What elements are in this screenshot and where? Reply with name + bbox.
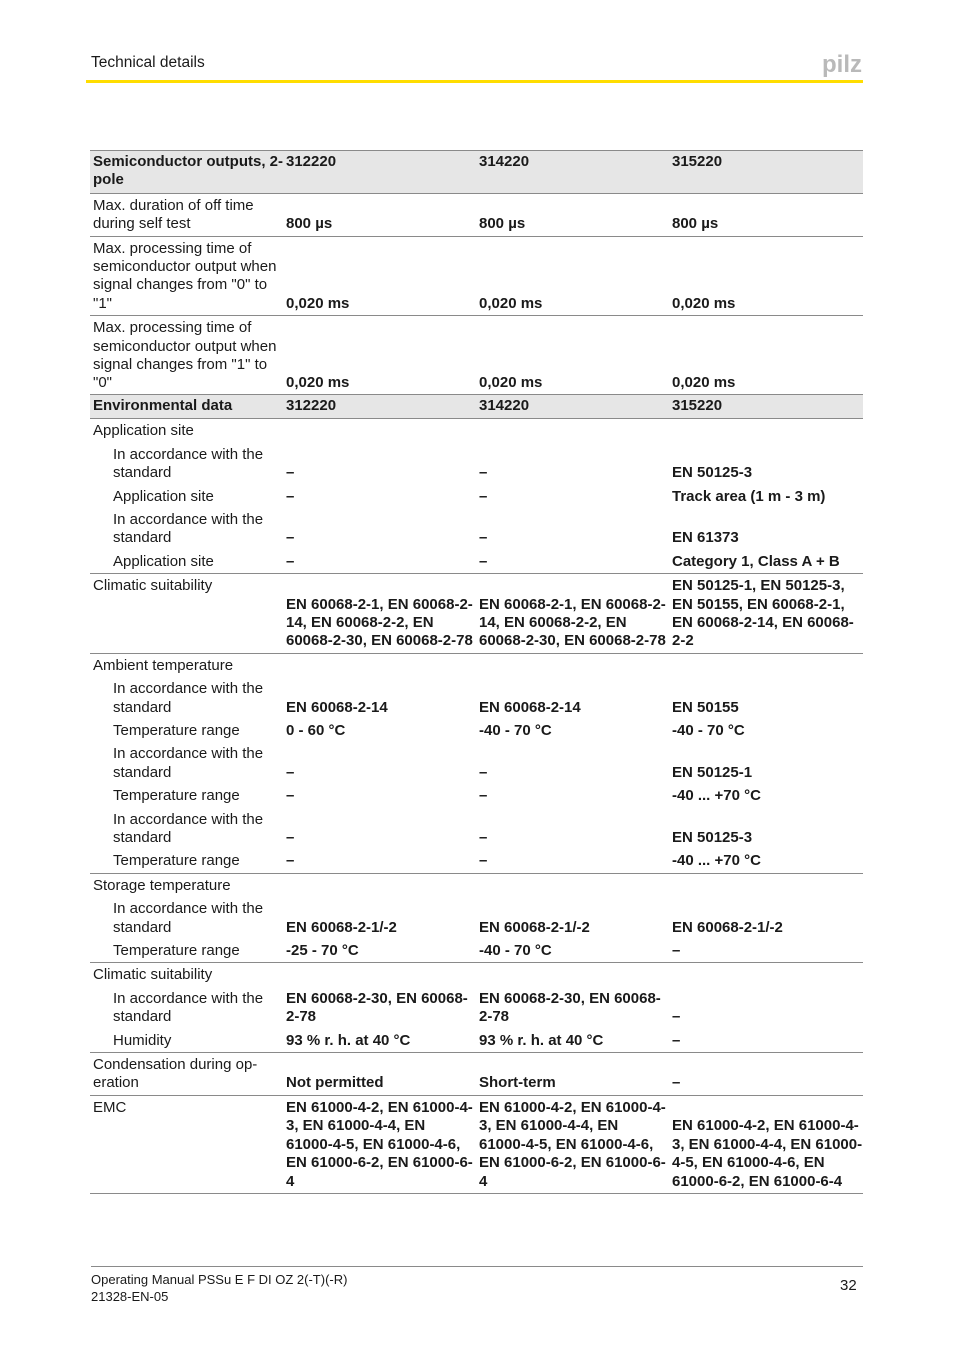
table-row — [90, 316, 863, 395]
row-label: Max. processing time of semiconductor output when signal changes from "1" to "0" — [93, 319, 277, 392]
row-label: In accordance with the standard — [113, 510, 264, 547]
group-title: Storage temperature — [93, 876, 231, 894]
value-cell: EN 60068-2-30, EN 60068-2-78 — [286, 989, 468, 1026]
value-cell: -40 ... +70 °C — [672, 787, 761, 805]
table-row — [90, 718, 863, 741]
value-cell: – — [286, 529, 295, 547]
row-label: Humidity — [90, 1028, 283, 1053]
table-row — [90, 193, 863, 236]
value-cell: – — [672, 1008, 681, 1026]
spec-table — [90, 150, 863, 1194]
table-row — [90, 236, 863, 316]
value-cell: EN 60068-2-14 — [479, 698, 581, 716]
value-cell: 0,020 ms — [286, 374, 350, 392]
header-cell: Semiconductor outputs, 2-pole — [90, 151, 283, 194]
value-cell: Track area (1 m - 3 m) — [672, 487, 826, 505]
value-cell: -40 - 70 °C — [476, 938, 669, 963]
value-cell: – — [669, 938, 863, 963]
value-cell: 93 % r. h. at 40 °C — [283, 1028, 476, 1053]
table-row — [90, 676, 863, 718]
group-title-row — [90, 419, 863, 442]
table-row — [90, 896, 863, 938]
row-label: Condensation during operation — [90, 1053, 283, 1096]
header-rule — [86, 80, 863, 83]
footer-manual-title: Operating Manual PSSu E F DI OZ 2(-T)(-R) — [91, 1272, 348, 1287]
logo-text: pilz — [822, 51, 862, 77]
value-cell: EN 60068-2-1/-2 — [286, 918, 397, 936]
row-label: In accordance with the standard — [113, 745, 264, 781]
value-cell: 800 µs — [283, 193, 476, 236]
section-header-semiconductor — [90, 151, 863, 194]
value-cell: 0,020 ms — [476, 236, 669, 316]
table-row — [90, 1095, 863, 1193]
table-row — [90, 783, 863, 806]
value-cell: – — [479, 829, 488, 846]
header-cell: 312220 — [283, 394, 476, 418]
page-number: 32 — [840, 1277, 857, 1294]
value-cell: – — [476, 549, 669, 574]
section-header-environmental — [90, 394, 863, 418]
row-label: In accordance with the standard — [113, 810, 264, 846]
row-label: EMC — [90, 1095, 283, 1193]
value-cell: EN 50125-1, EN 50125-3, EN 50155, EN 60068-2-1, EN 60068-2-14, EN 60068-2-2 — [669, 574, 863, 654]
value-cell: -25 - 70 °C — [283, 938, 476, 963]
row-label: Application site — [113, 487, 214, 505]
value-cell: EN 61373 — [672, 529, 739, 547]
value-cell: – — [283, 848, 476, 873]
header-cell: 315220 — [669, 394, 863, 418]
table-row — [90, 741, 863, 783]
value-cell: -40 - 70 °C — [672, 721, 745, 739]
value-cell: EN 60068-2-1, EN 60068-2-14, EN 60068-2-2, EN 60068-2-30, EN 60068-2-78 — [476, 574, 669, 654]
value-cell: – — [479, 464, 488, 482]
row-label: Max. duration of off time during self test — [90, 193, 283, 236]
row-label: Temperature range — [90, 848, 283, 873]
value-cell: – — [476, 848, 669, 873]
table-row — [90, 807, 863, 849]
header-cell: 314220 — [476, 151, 669, 194]
value-cell: – — [283, 549, 476, 574]
group-title-row — [90, 963, 863, 986]
value-cell: Short-term — [476, 1053, 669, 1096]
value-cell: 0 - 60 °C — [286, 721, 346, 739]
value-cell: Category 1, Class A + B — [669, 549, 863, 574]
group-title: Application site — [93, 422, 194, 440]
footer-doc-number: 21328-EN-05 — [91, 1289, 169, 1304]
value-cell: 0,020 ms — [669, 236, 863, 316]
row-label: Climatic suitability — [90, 574, 283, 654]
group-title: Ambient temperature — [93, 656, 234, 674]
table-row — [90, 574, 863, 654]
row-label: In accordance with the standard — [113, 989, 264, 1026]
row-label: Temperature range — [113, 721, 240, 739]
value-cell: – — [286, 763, 295, 781]
value-cell: EN 61000-4-2, EN 61000-4-3, EN 61000-4-4, EN 61000-4-5, EN 61000-4-6, EN 61000-6-2, EN 61000-6-4 — [283, 1095, 476, 1193]
value-cell: EN 60068-2-1/-2 — [672, 918, 783, 936]
value-cell: 0,020 ms — [672, 374, 736, 392]
value-cell: EN 60068-2-30, EN 60068-2-78 — [479, 989, 661, 1026]
value-cell: – — [479, 763, 488, 781]
row-label: Temperature range — [113, 787, 240, 805]
value-cell: -40 ... +70 °C — [669, 848, 863, 873]
table-row — [90, 938, 863, 963]
value-cell: – — [479, 787, 488, 805]
value-cell: 800 µs — [669, 193, 863, 236]
header-cell: 312220 — [283, 151, 476, 194]
table-row — [90, 549, 863, 574]
group-title-row — [90, 653, 863, 676]
row-label: Application site — [90, 549, 283, 574]
table-row — [90, 507, 863, 549]
table-row — [90, 986, 863, 1028]
table-row — [90, 1053, 863, 1096]
value-cell: 0,020 ms — [479, 374, 543, 392]
value-cell: 0,020 ms — [283, 236, 476, 316]
value-cell: – — [479, 529, 488, 547]
value-cell: – — [286, 487, 295, 505]
value-cell: 800 µs — [476, 193, 669, 236]
value-cell: -40 - 70 °C — [479, 721, 552, 739]
value-cell: EN 61000-4-2, EN 61000-4-3, EN 61000-4-4, EN 61000-4-5, EN 61000-4-6, EN 61000-6-2, EN 61000-6-4 — [669, 1095, 863, 1193]
value-cell: EN 60068-2-1/-2 — [479, 918, 590, 936]
row-label: Temperature range — [90, 938, 283, 963]
value-cell: – — [669, 1053, 863, 1096]
header-title: Technical details — [91, 54, 205, 71]
value-cell: EN 60068-2-14 — [286, 698, 388, 716]
header-cell: 314220 — [476, 394, 669, 418]
value-cell: EN 61000-4-2, EN 61000-4-3, EN 61000-4-4, EN 61000-4-5, EN 61000-4-6, EN 61000-6-2, EN 61000-6-4 — [476, 1095, 669, 1193]
footer-rule — [91, 1266, 863, 1267]
value-cell: EN 50125-3 — [672, 464, 753, 482]
value-cell: 93 % r. h. at 40 °C — [476, 1028, 669, 1053]
value-cell: – — [479, 487, 488, 505]
row-label: Max. processing time of semiconductor output when signal changes from "0" to "1" — [90, 236, 283, 316]
value-cell: – — [286, 829, 295, 846]
table-row — [90, 442, 863, 484]
row-label: In accordance with the standard — [113, 900, 264, 936]
value-cell: EN 50125-1 — [672, 763, 753, 781]
group-title-row — [90, 873, 863, 896]
value-cell: – — [669, 1028, 863, 1053]
value-cell: – — [286, 787, 295, 805]
pilz-logo — [822, 51, 864, 77]
header-cell: Environmental data — [90, 394, 283, 418]
value-cell: – — [286, 464, 295, 482]
table-row — [90, 848, 863, 873]
table-row — [90, 1028, 863, 1053]
row-label: In accordance with the standard — [113, 680, 264, 716]
group-title: Climatic suitability — [93, 966, 213, 984]
value-cell: EN 60068-2-1, EN 60068-2-14, EN 60068-2-2, EN 60068-2-30, EN 60068-2-78 — [283, 574, 476, 654]
value-cell: EN 50125-3 — [672, 829, 753, 846]
table-row — [90, 484, 863, 507]
value-cell: Not permitted — [283, 1053, 476, 1096]
row-label: In accordance with the standard — [113, 445, 264, 482]
header-cell: 315220 — [669, 151, 863, 194]
value-cell: EN 50155 — [672, 698, 739, 716]
